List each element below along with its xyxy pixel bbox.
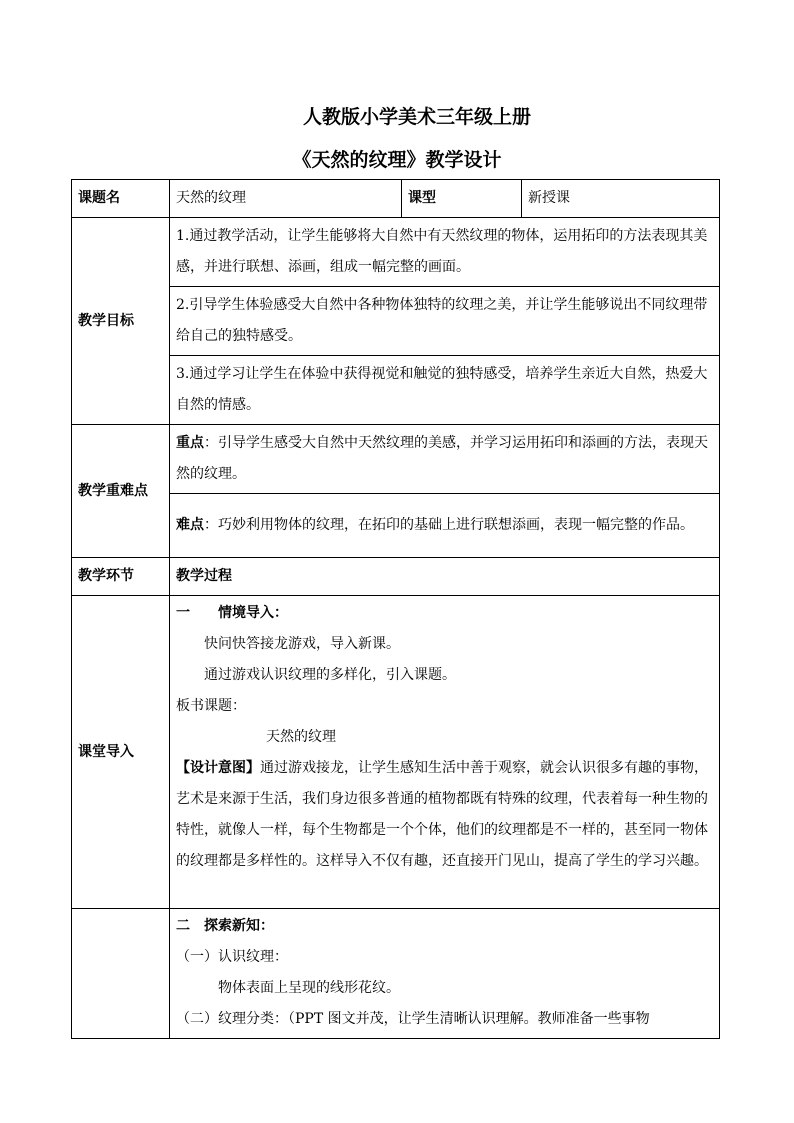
difficulty-row [72, 494, 720, 558]
explore-line-1: （一）认识纹理： [176, 949, 288, 965]
intro-line-1: 快问快答接龙游戏，导入新课。 [204, 636, 400, 652]
intro-heading: 一 情境导入： [176, 605, 288, 621]
design-intent-label: 【设计意图】 [176, 760, 260, 776]
intro-content [170, 596, 720, 909]
design-intent [176, 753, 713, 877]
label-intro: 课堂导入 [72, 596, 170, 909]
objective-1: 1.通过教学活动，让学生能够将大自然中有天然纹理的物体，运用拓印的方法表现其美感，并进行联想、添画，组成一幅完整的画面。 [170, 218, 720, 287]
document-title: 人教版小学美术三年级上册 [302, 106, 531, 128]
explore-line-3: （二）纹理分类：（PPT 图文并茂，让学生清晰认识理解。教师准备一些事物 [176, 1011, 650, 1027]
design-intent-text: 通过游戏接龙，让学生感知生活中善于观察，就会认识很多有趣的事物，艺术是来源于生活，我们身边很多普通的植物都既有特殊的纹理，代表着每一种生物的特性，就像人一样，每个生物都是一个个体，他们的纹理都是不一样的，甚至同一物体的纹理都是多样性的。这样导入不仅有趣，还直接开门见山，提高了学生的学习兴趣。 [176, 760, 708, 869]
difficulty-cell [170, 494, 720, 558]
label-objectives: 教学目标 [72, 218, 170, 425]
key-point-label: 重点 [176, 435, 204, 451]
intro-row [72, 596, 720, 909]
lesson-plan-table [71, 179, 720, 1039]
difficulty-text: ：巧妙利用物体的纹理，在拓印的基础上进行联想添画，表现一幅完整的作品。 [204, 517, 694, 533]
key-point-text: ：引导学生感受大自然中天然纹理的美感，并学习运用拓印和添画的方法，表现天然的纹理。 [176, 435, 708, 482]
course-type-value: 新授课 [522, 180, 720, 218]
objective-3: 3.通过学习让学生在体验中获得视觉和触觉的独特感受，培养学生亲近大自然，热爱大自然的情感。 [170, 356, 720, 425]
label-course-name: 课题名 [72, 180, 170, 218]
objective-row-2 [72, 287, 720, 356]
header-row [72, 180, 720, 218]
label-explore [72, 909, 170, 1039]
key-point-cell [170, 425, 720, 494]
key-point-row [72, 425, 720, 494]
objective-row-3 [72, 356, 720, 425]
intro-line-3: 板书课题： [176, 698, 246, 714]
difficulty-label: 难点 [176, 517, 204, 533]
intro-line-2: 通过游戏认识纹理的多样化，引入课题。 [204, 667, 456, 683]
course-name-value: 天然的纹理 [170, 180, 402, 218]
label-teaching-stage: 教学环节 [72, 558, 170, 596]
intro-line-4: 天然的纹理 [266, 729, 336, 745]
label-key-points: 教学重难点 [72, 425, 170, 558]
explore-row [72, 909, 720, 1039]
label-teaching-process: 教学过程 [170, 558, 720, 596]
document-subtitle: 《天然的纹理》教学设计 [292, 149, 502, 171]
label-course-type: 课型 [402, 180, 522, 218]
objective-2: 2.引导学生体验感受大自然中各种物体独特的纹理之美，并让学生能够说出不同纹理带给自己的独特感受。 [170, 287, 720, 356]
explore-content [170, 909, 720, 1039]
process-header-row [72, 558, 720, 596]
objective-row-1 [72, 218, 720, 287]
explore-line-2: 物体表面上呈现的线形花纹。 [218, 980, 400, 996]
explore-heading: 二 探索新知： [176, 918, 274, 934]
